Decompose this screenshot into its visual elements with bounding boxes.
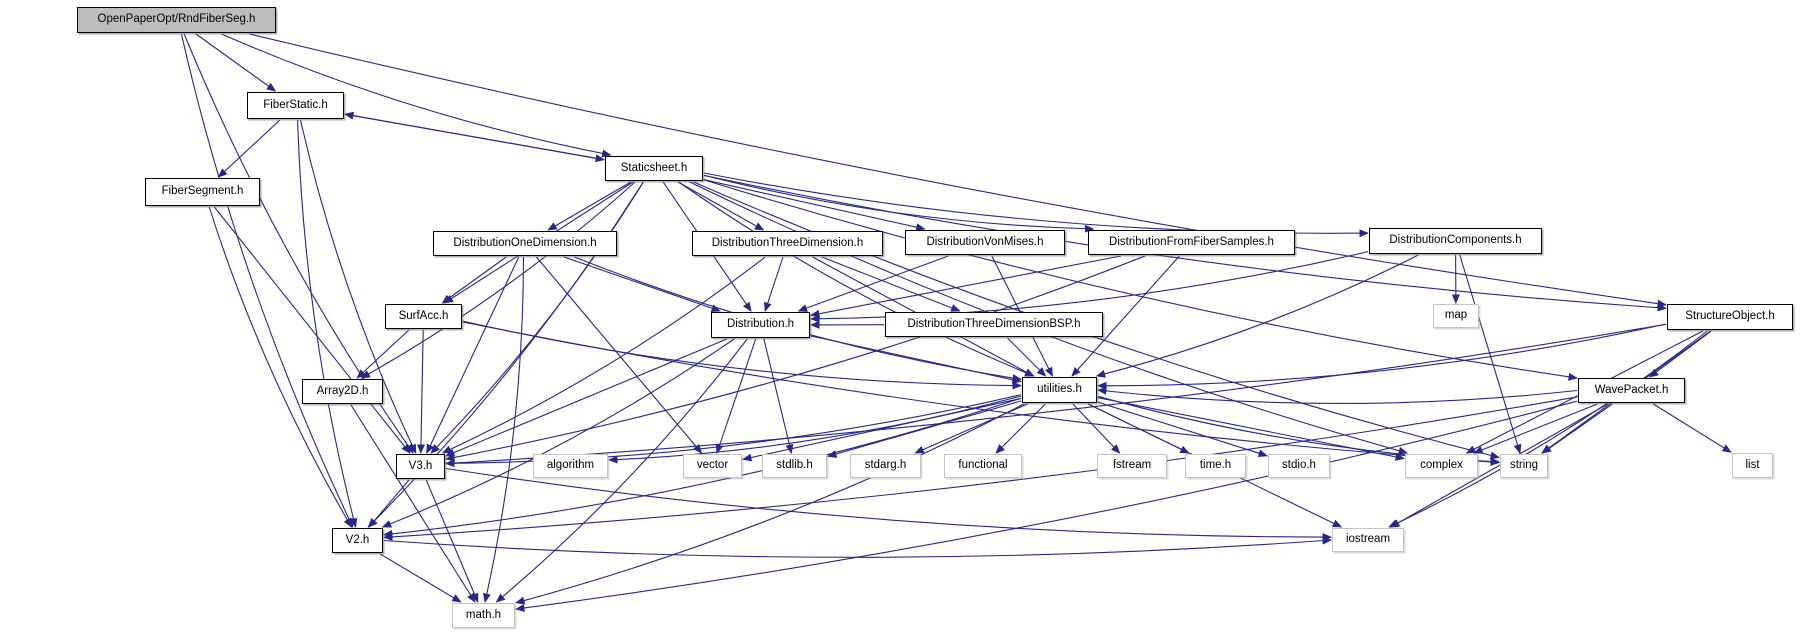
node-d3[interactable]: DistributionThreeDimension.h (692, 231, 883, 256)
edge-staticsheet-fiberstatic (345, 114, 604, 160)
node-v3[interactable]: V3.h (396, 454, 445, 479)
edge-utils-stdlib (828, 401, 1021, 456)
edge-staticsheet-wavepacket (704, 180, 1577, 378)
edge-d3-dist (765, 257, 783, 311)
edge-d1-dist (564, 257, 720, 311)
edge-d1-v3 (427, 257, 519, 453)
node-v2[interactable]: V2.h (332, 528, 383, 553)
edge-root-fiberstatic (196, 34, 275, 91)
edge-utils-vector (743, 398, 1021, 459)
edge-utils-string (1098, 396, 1499, 462)
edge-v3-v2 (369, 480, 409, 527)
edge-dbsp-utils (1008, 338, 1046, 376)
node-dist[interactable]: Distribution.h (711, 312, 810, 338)
edge-wavepacket-utils (1098, 390, 1577, 403)
node-structobj[interactable]: StructureObject.h (1667, 304, 1793, 330)
edge-utils-fstream (1073, 404, 1120, 453)
edge-fibersegment-v3 (214, 207, 409, 453)
node-fibersegment[interactable]: FiberSegment.h (145, 178, 260, 206)
node-dbsp[interactable]: DistributionThreeDimensionBSP.h (885, 312, 1103, 337)
edge-wavepacket-list (1653, 404, 1731, 452)
node-staticsheet[interactable]: Staticsheet.h (605, 156, 703, 181)
edge-v3-math (426, 480, 478, 602)
node-math: math.h (452, 603, 515, 628)
edge-staticsheet-dcomp (704, 173, 1368, 233)
edge-utils-stdio (1098, 402, 1267, 456)
edge-fiberstatic-fibersegment (219, 120, 280, 177)
edge-dist-utils (811, 336, 1021, 382)
node-time: time.h (1185, 454, 1246, 478)
edge-structobj-utils (1098, 324, 1666, 386)
node-algorithm: algorithm (533, 454, 608, 478)
node-vector: vector (683, 454, 742, 478)
edge-d1-vector (536, 257, 701, 453)
node-root: OpenPaperOpt/RndFiberSeg.h (77, 7, 276, 33)
edge-root-structobj (250, 34, 1666, 305)
edge-d1-surfacc (442, 257, 506, 303)
edge-dvm-dist (799, 256, 949, 311)
edge-utils-algorithm (609, 396, 1021, 460)
edge-dffs-dist (811, 256, 1121, 315)
edge-d3-v3 (443, 257, 766, 453)
edge-staticsheet-d1 (548, 182, 631, 230)
edge-dist-v3 (446, 339, 727, 456)
edge-array2d-math (351, 405, 475, 602)
edge-v2-iostream (384, 540, 1331, 557)
edge-wavepacket-math (516, 401, 1577, 609)
node-iostream: iostream (1332, 528, 1404, 552)
node-functional: functional (944, 454, 1022, 478)
edge-utils-functional (996, 404, 1045, 453)
node-surfacc[interactable]: SurfAcc.h (385, 304, 462, 329)
edge-utils-math (516, 404, 1024, 603)
node-map: map (1433, 304, 1479, 328)
edge-surfacc-v3 (421, 330, 423, 453)
edge-staticsheet-array2d (361, 182, 635, 378)
node-array2d[interactable]: Array2D.h (302, 379, 383, 404)
node-fstream: fstream (1097, 454, 1167, 478)
node-list: list (1732, 453, 1773, 478)
node-d1[interactable]: DistributionOneDimension.h (433, 231, 617, 256)
edge-staticsheet-v3 (431, 182, 643, 453)
node-dvm[interactable]: DistributionVonMises.h (905, 230, 1065, 255)
node-stdarg: stdarg.h (850, 454, 921, 478)
edge-dist-v2 (383, 339, 735, 527)
node-complex: complex (1405, 454, 1478, 478)
edge-surfacc-array2d (357, 330, 409, 378)
node-utils[interactable]: utilities.h (1022, 377, 1097, 403)
edge-surfacc-string (463, 322, 1499, 463)
node-string: string (1500, 454, 1548, 478)
edge-v3-iostream (446, 469, 1331, 538)
edge-dffs-v3 (446, 256, 1145, 459)
node-dffs[interactable]: DistributionFromFiberSamples.h (1088, 230, 1295, 255)
edge-dist-stdlib (764, 339, 792, 453)
node-fiberstatic[interactable]: FiberStatic.h (247, 92, 344, 119)
node-dcomp[interactable]: DistributionComponents.h (1369, 228, 1542, 254)
edge-wavepacket-string (1543, 404, 1613, 453)
node-wavepacket[interactable]: WavePacket.h (1578, 378, 1685, 403)
node-stdlib: stdlib.h (762, 454, 827, 478)
node-stdio: stdio.h (1268, 454, 1330, 478)
edge-dcomp-utils (1097, 255, 1419, 376)
